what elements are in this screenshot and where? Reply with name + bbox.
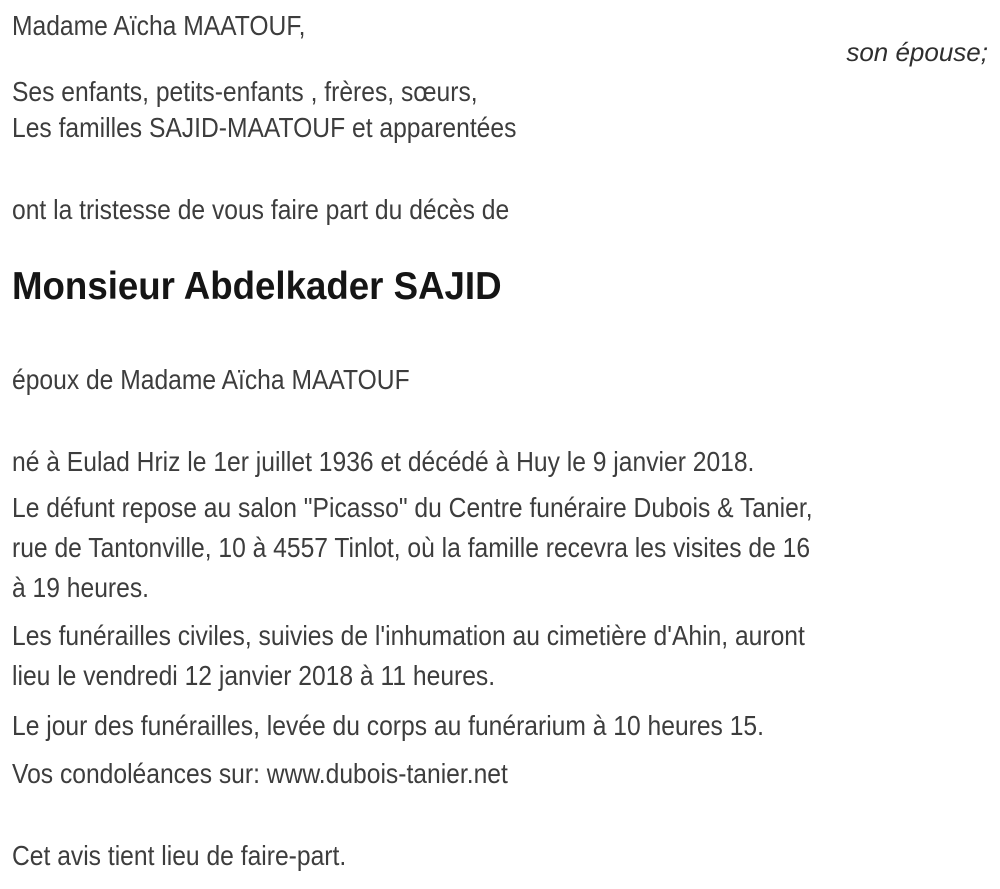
paragraph-line-text: Le défunt repose au salon "Picasso" du Centre funéraire Dubois & Tanier,	[12, 492, 813, 523]
closing-text: Cet avis tient lieu de faire-part.	[12, 840, 347, 871]
spouse-of-text: époux de Madame Aïcha MAATOUF	[12, 364, 410, 395]
paragraph-line	[12, 616, 988, 656]
paragraph-line-text: Le jour des funérailles, levée du corps au funérarium à 10 heures 15.	[12, 710, 764, 741]
paragraph-line-text: à 19 heures.	[12, 572, 149, 603]
deceased-name-heading	[12, 264, 988, 310]
paragraph-line-text: lieu le vendredi 12 janvier 2018 à 11 heures.	[12, 660, 496, 691]
family-line	[12, 110, 988, 146]
paragraph-line-text: Les funérailles civiles, suivies de l'inhumation au cimetière d'Ahin, auront	[12, 620, 805, 651]
paragraph-line	[12, 488, 988, 528]
family-line	[12, 74, 988, 110]
paragraph-line-text: rue de Tantonville, 10 à 4557 Tinlot, où la famille recevra les visites de 16	[12, 532, 811, 563]
announcement-line	[12, 192, 988, 228]
paragraph-line	[12, 442, 988, 482]
birth-death-paragraph	[12, 442, 988, 482]
paragraph-line	[12, 656, 988, 696]
funeral-paragraph	[12, 616, 988, 696]
relationship-line	[12, 38, 988, 66]
family-line-text: Ses enfants, petits-enfants , frères, sœurs,	[12, 76, 478, 107]
paragraph-line	[12, 706, 988, 746]
paragraph-line-text: né à Eulad Hriz le 1er juillet 1936 et décédé à Huy le 9 janvier 2018.	[12, 446, 755, 477]
condolences-line	[12, 754, 988, 794]
closing-line	[12, 836, 988, 876]
deceased-name: Monsieur Abdelkader SAJID	[12, 265, 502, 308]
paragraph-line	[12, 568, 988, 608]
paragraph-line	[12, 528, 988, 568]
repose-paragraph	[12, 488, 988, 608]
condolences-paragraph	[12, 754, 988, 794]
spouse-of-line	[12, 362, 988, 398]
family-line-text: Les familles SAJID-MAATOUF et apparentées	[12, 112, 517, 143]
relative-name: Madame Aïcha MAATOUF,	[12, 10, 306, 41]
levee-paragraph	[12, 706, 988, 746]
announcement-text: ont la tristesse de vous faire part du décès de	[12, 194, 510, 225]
relationship-label: son épouse;	[846, 37, 988, 67]
condolences-url-text: Vos condoléances sur: www.dubois-tanier.net	[12, 758, 508, 789]
